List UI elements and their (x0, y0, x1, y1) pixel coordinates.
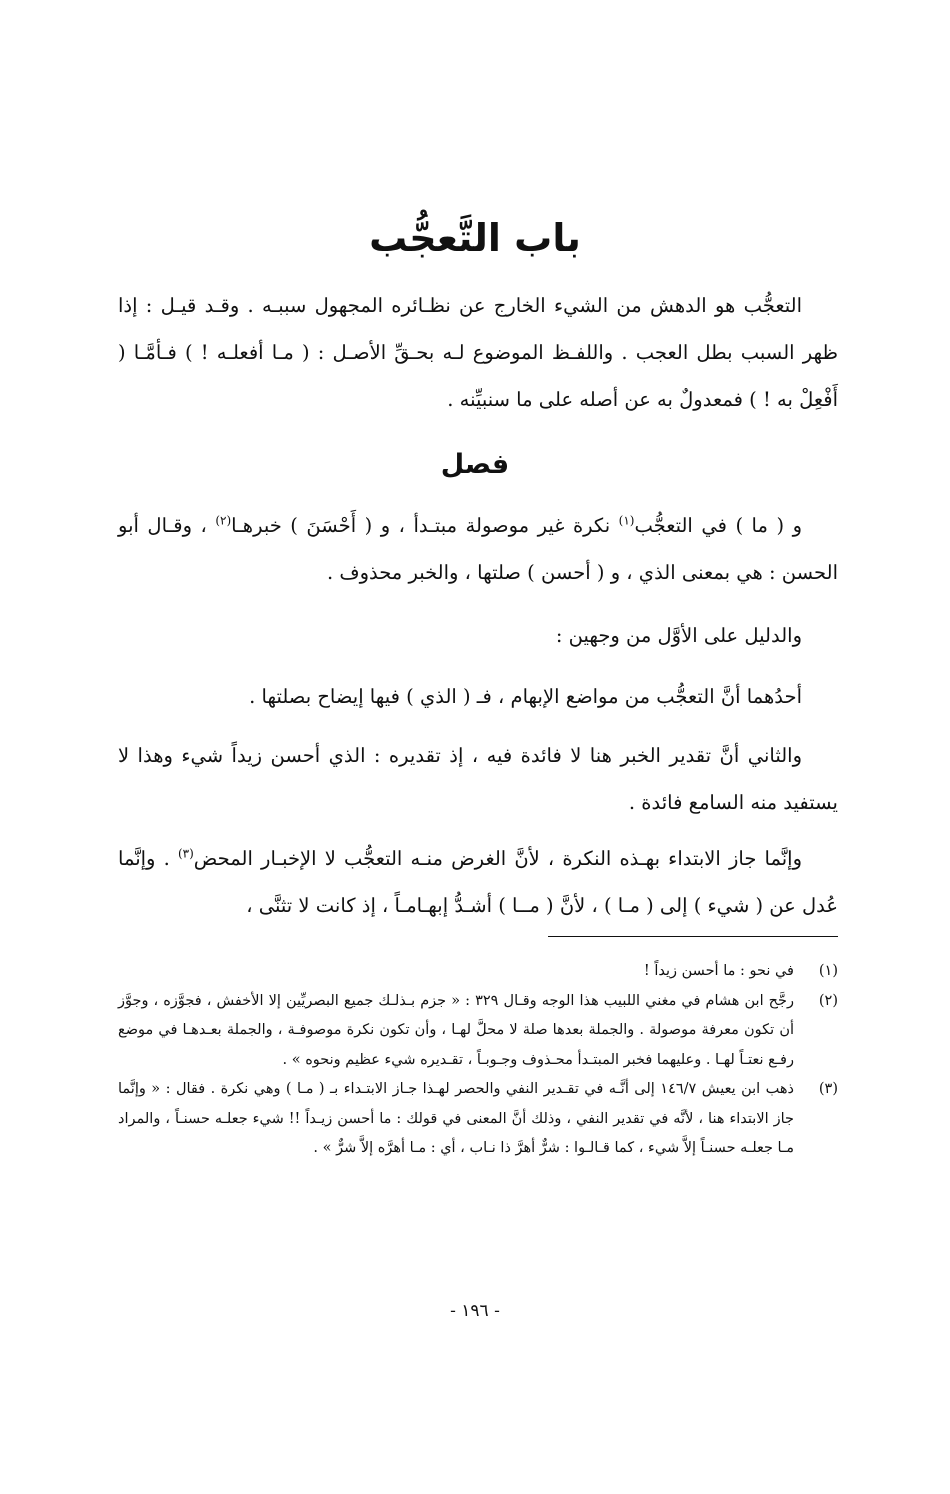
page-number: - ١٩٦ - (450, 1301, 500, 1321)
footnote-ref-3: (٣) (177, 846, 194, 861)
footnote-text: رجَّح ابن هشام في مغني اللبيب هذا الوجه وقـال ٣٢٩ : « جزم بـذلـك جميع البصريِّين إلا الأخفش ، فجوَّزه ، وجوَّز أن تكون معرفة موصولة . والجملة بعدها صلة لا محلَّ لهـا ، وأن تكون نكرة موصوفـة ، والجملة بعـدهـا في موضع رفـع نعتـاً لهـا . وعليهما فخبر المبتـدأ محـذوف وجـوبـاً ، تقـديره شيء عظيم ونحوه » . (118, 992, 794, 1068)
paragraph-text-part: نكرة غير موصولة مبتـدأ ، و ( أَحْسَنَ ) خبرهـا (231, 514, 619, 537)
footnote-3 (118, 1075, 838, 1164)
footnote-ref-2: (٢) (215, 513, 232, 528)
footnotes-section (118, 957, 838, 1164)
footnote-text: ذهب ابن يعيش ١٤٦/٧ إلى أنَّـه في تقـدير النفي والحصر لهـذا جـاز الابتـداء بـ ( مـا ) وهي نكرة . فقال : « وإنَّما جاز الابتداء هنا ، لأنَّه في تقدير النفي ، وذلك أنَّ المعنى في قولك : ما أحسن زيـداً !! شيء جعلـه حسنـاً ، والمراد مـا جعلـه حسنـاً إلاَّ شيء ، كما قـالـوا : شرٌّ أهرَّ ذا نـاب ، أي : مـا أهرَّه إلاَّ شرٌّ » . (118, 1081, 794, 1156)
chapter-title: باب التَّعجُّب (369, 216, 581, 260)
paragraph-ma-definition (118, 502, 838, 596)
footnote-separator (548, 936, 838, 937)
paragraph-text-part: وإنَّما جاز الابتداء بهـذه النكرة ، لأنَّ الغرض منـه التعجُّب لا الإخبـار المحض (193, 847, 803, 870)
footnote-number: (٢) (818, 992, 838, 1009)
footnote-2 (118, 987, 838, 1076)
footnote-text: في نحو : ما أحسن زيداً ! (643, 963, 794, 979)
footnote-1 (118, 957, 838, 987)
footnote-number: (١) (818, 963, 838, 979)
paragraph-second-reason: والثاني أنَّ تقدير الخبر هنا لا فائدة فيه ، إذ تقديره : الذي أحسن زيداً شيء وهذا لا يستفيد منه السامع فائدة . (118, 744, 838, 814)
paragraph-first-reason: أحدُهما أنَّ التعجُّب من مواضع الإبهام ، فـ ( الذي ) فيها إيضاح بصلتها . (249, 685, 802, 708)
paragraph-indefinite-start (118, 835, 838, 929)
footnote-number: (٣) (818, 1081, 838, 1097)
paragraph-text-part: و ( ما ) في التعجُّب (634, 514, 802, 537)
section-title: فصل (440, 449, 510, 480)
footnote-ref-1: (١) (618, 513, 635, 528)
paragraph-text-part: ، وقـال أبو الحسن : هي بمعنى الذي ، و ( أحسن ) صلتها ، والخبر محذوف . (118, 514, 838, 584)
intro-paragraph: التعجُّب هو الدهش من الشيء الخارج عن نظـائره المجهول سببـه . وقـد قيـل : إذا ظهر السبب بطل العجب . واللفـظ الموضوع لـه بحـقِّ الأصـل : ( مـا أفعلـه ! ) فـأمَّـا ( أَفْعِلْ به ! ) فمعدولٌ به عن أصله على ما سنبيِّنه . (118, 294, 838, 411)
paragraph-text-part: . وإنَّما عُدل عن ( شيء ) إلى ( مـا ) ، لأنَّ ( مــا ) أشـدُّ إبهـامـاً ، إذ كانت لا تثنَّى ، (118, 847, 838, 917)
paragraph-evidence-intro: والدليل على الأوَّل من وجهين : (555, 624, 802, 647)
